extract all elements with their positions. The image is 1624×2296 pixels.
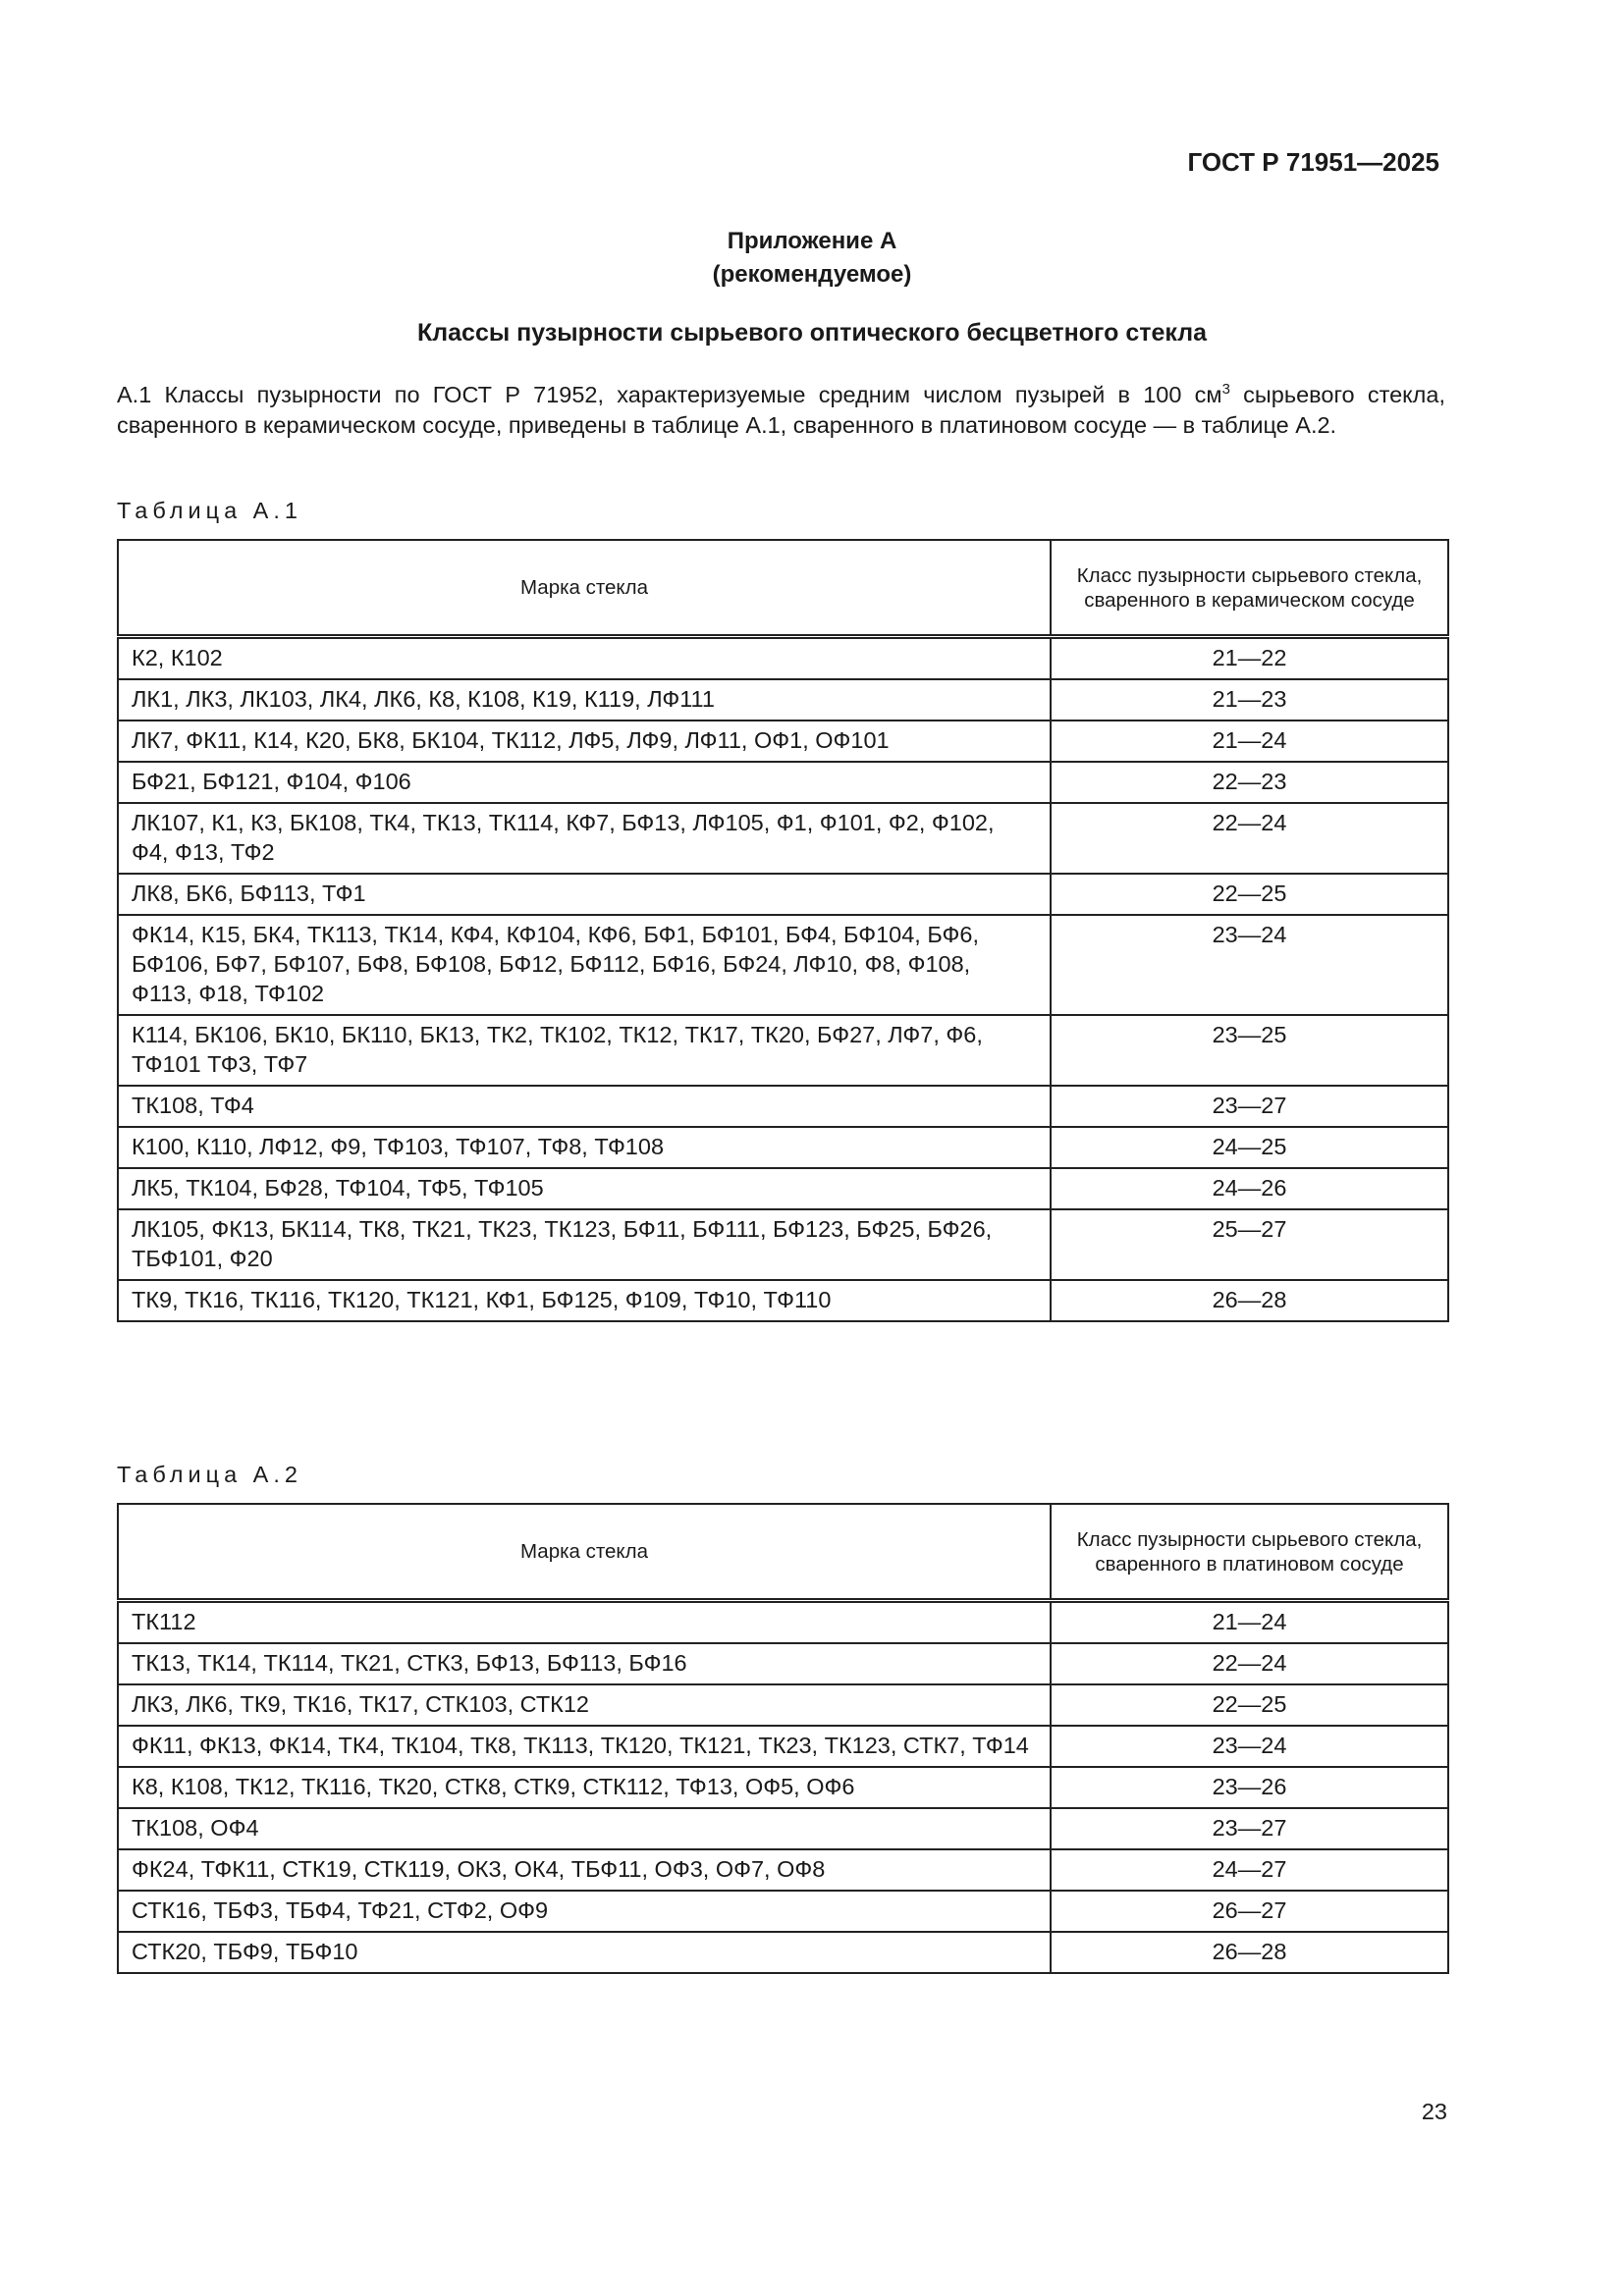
cell-brand: ЛК7, ФК11, К14, К20, БК8, БК104, ТК112, ЛФ5, ЛФ9, ЛФ11, ОФ1, ОФ101 <box>118 721 1051 762</box>
cell-brand: ФК11, ФК13, ФК14, ТК4, ТК104, ТК8, ТК113, ТК120, ТК121, ТК23, ТК123, СТК7, ТФ14 <box>118 1726 1051 1767</box>
cell-brand: ТК108, ТФ4 <box>118 1086 1051 1127</box>
table-row <box>118 1808 1448 1849</box>
table-row <box>118 1726 1448 1767</box>
cell-class: 23—27 <box>1051 1086 1448 1127</box>
table-row <box>118 1168 1448 1209</box>
cell-class: 26—27 <box>1051 1891 1448 1932</box>
cell-class: 21—24 <box>1051 1601 1448 1644</box>
cell-brand: ЛК5, ТК104, БФ28, ТФ104, ТФ5, ТФ105 <box>118 1168 1051 1209</box>
appendix-header <box>0 225 1624 292</box>
cell-brand: ЛК3, ЛК6, ТК9, ТК16, ТК17, СТК103, СТК12 <box>118 1684 1051 1726</box>
table-row <box>118 803 1448 874</box>
column-header-class: Класс пузырности сырьевого стекла, сваренного в керамическом сосуде <box>1051 540 1448 637</box>
table-row <box>118 637 1448 680</box>
cell-class: 26—28 <box>1051 1932 1448 1973</box>
cell-brand: СТК16, ТБФ3, ТБФ4, ТФ21, СТФ2, ОФ9 <box>118 1891 1051 1932</box>
page-number: 23 <box>1421 2099 1447 2124</box>
table-row <box>118 1767 1448 1808</box>
appendix-title: Приложение А <box>727 228 897 254</box>
cell-brand: ФК24, ТФК11, СТК19, СТК119, ОК3, ОК4, ТБФ11, ОФ3, ОФ7, ОФ8 <box>118 1849 1051 1891</box>
cell-brand: ЛК105, ФК13, БК114, ТК8, ТК21, ТК23, ТК123, БФ11, БФ111, БФ123, БФ25, БФ26, ТБФ101, Ф20 <box>118 1209 1051 1280</box>
cell-class: 22—25 <box>1051 1684 1448 1726</box>
table-row <box>118 1015 1448 1086</box>
cell-class: 22—23 <box>1051 762 1448 803</box>
table-row <box>118 679 1448 721</box>
cell-class: 21—24 <box>1051 721 1448 762</box>
table-row <box>118 762 1448 803</box>
table-row <box>118 1280 1448 1321</box>
table-a2-body <box>118 1601 1448 1974</box>
cell-class: 22—25 <box>1051 874 1448 915</box>
cell-class: 24—26 <box>1051 1168 1448 1209</box>
column-header-brand: Марка стекла <box>118 1504 1051 1601</box>
cell-class: 26—28 <box>1051 1280 1448 1321</box>
paragraph-text-2: сырьевого стекла, сваренного в керамическом сосуде, приведены в таблице А.1, сваренного в платиновом сосуде — в таблице А.2. <box>117 382 1445 438</box>
cell-class: 21—22 <box>1051 637 1448 680</box>
cell-class: 25—27 <box>1051 1209 1448 1280</box>
table-row <box>118 1891 1448 1932</box>
cell-class: 23—26 <box>1051 1767 1448 1808</box>
table-row <box>118 1127 1448 1168</box>
cell-class: 23—27 <box>1051 1808 1448 1849</box>
table-a1 <box>117 539 1449 1322</box>
table-row <box>118 1086 1448 1127</box>
table-row <box>118 1643 1448 1684</box>
cell-class: 22—24 <box>1051 803 1448 874</box>
cell-brand: К100, К110, ЛФ12, Ф9, ТФ103, ТФ107, ТФ8, ТФ108 <box>118 1127 1051 1168</box>
cell-brand: ЛК1, ЛК3, ЛК103, ЛК4, ЛК6, К8, К108, К19, К119, ЛФ111 <box>118 679 1051 721</box>
table-row <box>118 1849 1448 1891</box>
cell-class: 23—25 <box>1051 1015 1448 1086</box>
table-a2 <box>117 1503 1449 1974</box>
cell-brand: ТК108, ОФ4 <box>118 1808 1051 1849</box>
appendix-subtitle: (рекомендуемое) <box>712 261 912 288</box>
cell-brand: К8, К108, ТК12, ТК116, ТК20, СТК8, СТК9, СТК112, ТФ13, ОФ5, ОФ6 <box>118 1767 1051 1808</box>
table1-caption: Таблица А.1 <box>117 498 302 523</box>
table-row <box>118 1601 1448 1644</box>
paragraph-text-1: А.1 Классы пузырности по ГОСТ Р 71952, характеризуемые средним числом пузырей в 100 см <box>117 382 1222 407</box>
cell-brand: К114, БК106, БК10, БК110, БК13, ТК2, ТК102, ТК12, ТК17, ТК20, БФ27, ЛФ7, Ф6, ТФ101 ТФ3, ТФ7 <box>118 1015 1051 1086</box>
table-row <box>118 721 1448 762</box>
superscript: 3 <box>1221 381 1230 399</box>
intro-paragraph <box>117 380 1445 441</box>
cell-brand: ФК14, К15, БК4, ТК113, ТК14, КФ4, КФ104, КФ6, БФ1, БФ101, БФ4, БФ104, БФ6, БФ106, БФ7, БФ107, БФ8, БФ108, БФ12, БФ112, БФ16, БФ24, ЛФ10, Ф8, Ф108, Ф113, Ф18, ТФ102 <box>118 915 1051 1015</box>
table-row <box>118 1684 1448 1726</box>
cell-brand: СТК20, ТБФ9, ТБФ10 <box>118 1932 1051 1973</box>
document-code: ГОСТ Р 71951—2025 <box>1187 147 1439 177</box>
table-header-row <box>118 540 1448 637</box>
cell-class: 22—24 <box>1051 1643 1448 1684</box>
table-row <box>118 1209 1448 1280</box>
cell-class: 24—25 <box>1051 1127 1448 1168</box>
table-a1-body <box>118 637 1448 1322</box>
table2-caption: Таблица А.2 <box>117 1462 302 1487</box>
table-row <box>118 874 1448 915</box>
cell-brand: К2, К102 <box>118 637 1051 680</box>
cell-brand: ТК9, ТК16, ТК116, ТК120, ТК121, КФ1, БФ125, Ф109, ТФ10, ТФ110 <box>118 1280 1051 1321</box>
column-header-class: Класс пузырности сырьевого стекла, сваренного в платиновом сосуде <box>1051 1504 1448 1601</box>
cell-brand: ТК13, ТК14, ТК114, ТК21, СТК3, БФ13, БФ113, БФ16 <box>118 1643 1051 1684</box>
cell-brand: ЛК107, К1, К3, БК108, ТК4, ТК13, ТК114, КФ7, БФ13, ЛФ105, Ф1, Ф101, Ф2, Ф102, Ф4, Ф13, ТФ2 <box>118 803 1051 874</box>
cell-brand: БФ21, БФ121, Ф104, Ф106 <box>118 762 1051 803</box>
table-row <box>118 915 1448 1015</box>
cell-class: 24—27 <box>1051 1849 1448 1891</box>
table-header-row <box>118 1504 1448 1601</box>
cell-class: 23—24 <box>1051 915 1448 1015</box>
cell-brand: ТК112 <box>118 1601 1051 1644</box>
cell-class: 23—24 <box>1051 1726 1448 1767</box>
column-header-brand: Марка стекла <box>118 540 1051 637</box>
cell-class: 21—23 <box>1051 679 1448 721</box>
cell-brand: ЛК8, БК6, БФ113, ТФ1 <box>118 874 1051 915</box>
section-heading: Классы пузырности сырьевого оптического бесцветного стекла <box>417 319 1207 347</box>
table-row <box>118 1932 1448 1973</box>
